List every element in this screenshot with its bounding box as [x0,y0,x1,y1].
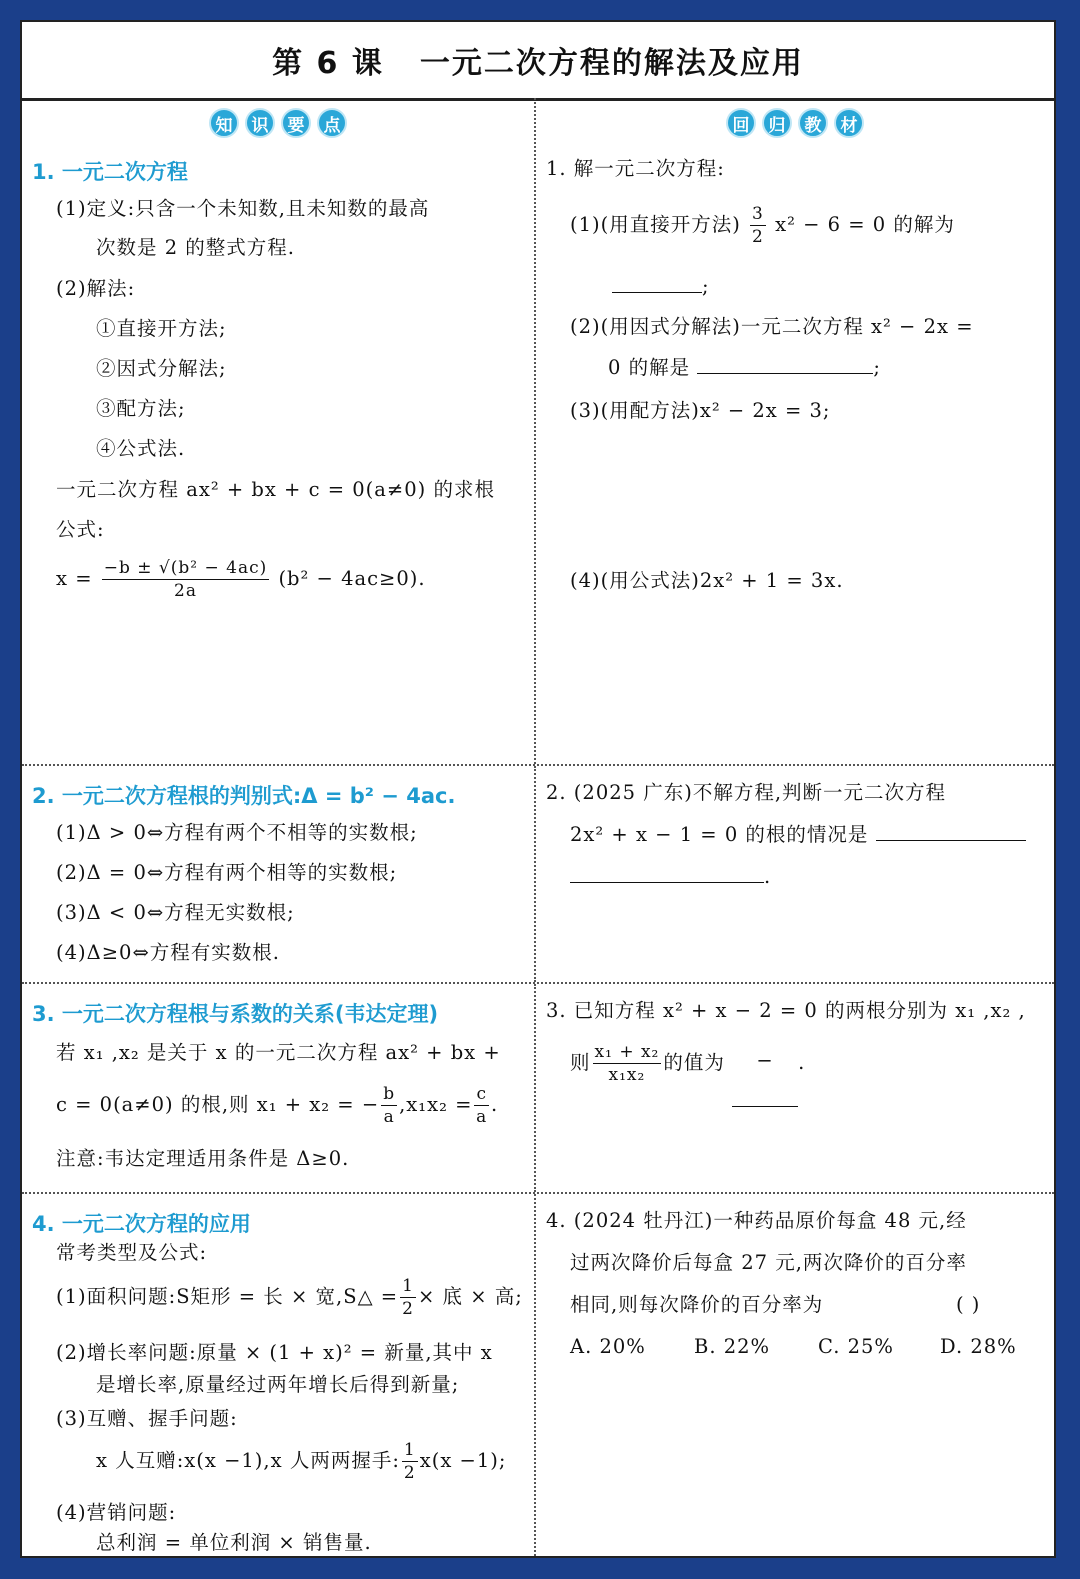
question-1-part-2-line-1: (2)(用因式分解法)一元二次方程 x² − 2x = [570,315,974,338]
formula-lhs: x = [56,567,93,590]
growth-problem-line-2: 是增长率,原量经过两年增长后得到新量; [96,1373,460,1396]
semicolon: ; [702,275,710,298]
q1-1-label: (1)(用直接开方法) [570,213,741,236]
q1-1-fraction [750,203,766,248]
question-1-part-1 [570,202,955,248]
option-c[interactable]: C. 25% [818,1335,894,1358]
area-problem [56,1274,523,1320]
section-1-row [22,98,1054,766]
answer-blank-q1-1[interactable] [612,272,710,300]
badge-gui: 归 [762,108,792,138]
vieta-line-1: 若 x₁ ,x₂ 是关于 x 的一元二次方程 ax² + bx + [56,1041,501,1064]
frac-den: x₁x₂ [608,1065,646,1085]
application-intro: 常考类型及公式: [56,1241,208,1264]
answer-blank-q3[interactable] [732,1049,798,1107]
q3-then: 则 [570,1051,591,1074]
vieta-sum-fraction [381,1083,397,1128]
section-2-heading: 2. 一元二次方程根的判别式:Δ = b² − 4ac. [32,784,456,808]
review-cell-3 [536,984,1054,1192]
lesson-number: 第 6 课 [272,46,384,81]
knowledge-badges [22,108,534,138]
frac-den: a [383,1107,395,1127]
badge-cai: 材 [834,108,864,138]
question-4-line-3: 相同,则每次降价的百分率为 [570,1293,824,1316]
answer-bracket-q4[interactable]: ( ) [956,1293,981,1316]
gift-problem-formula [96,1438,506,1484]
question-1-heading: 1. 解一元二次方程: [546,157,725,180]
semicolon: ; [873,356,881,379]
review-cell-1 [536,98,1054,764]
option-d[interactable]: D. 28% [940,1335,1017,1358]
period: . [764,865,772,888]
period: . [490,1093,499,1116]
question-1-part-4: (4)(用公式法)2x² + 1 = 3x. [570,569,844,592]
answer-blank-q1-2[interactable] [697,353,873,374]
frac-num: 1 [402,1276,414,1296]
option-b[interactable]: B. 22% [694,1335,771,1358]
method-item: ①直接开方法; [96,317,227,340]
option-a[interactable]: A. 20% [570,1335,646,1358]
gift-text: x 人互赠:x(x −1),x 人两两握手: [96,1449,400,1472]
badge-yao: 要 [281,108,311,138]
question-3-line-1: 3. 已知方程 x² + x − 2 = 0 的两根分别为 x₁ ,x₂ , [546,999,1026,1022]
question-3-line-2 [570,1040,805,1087]
growth-problem-line-1: (2)增长率问题:原量 × (1 + x)² = 新量,其中 x [56,1341,493,1364]
q2-text: 2x² + x − 1 = 0 的根的情况是 [570,823,869,846]
discriminant-case: (2)Δ = 0⇔方程有两个相等的实数根; [56,861,398,884]
section-3-row [22,984,1054,1194]
formula-intro-2: 公式: [56,518,105,541]
gift-fraction [402,1439,418,1484]
question-4-line-2: 过两次降价后每盒 27 元,两次降价的百分率 [570,1251,967,1274]
section-2-row [22,766,1054,984]
badge-jiao: 教 [798,108,828,138]
formula-intro-1: 一元二次方程 ax² + bx + c = 0(a≠0) 的求根 [56,478,495,501]
method-item: ③配方法; [96,397,186,420]
answer-blank-q2-a[interactable] [876,820,1026,841]
vieta-note: 注意:韦达定理适用条件是 Δ≥0. [56,1147,350,1170]
frac-num: c [476,1084,487,1104]
page-title [22,22,1054,101]
question-2-line-2 [570,820,1026,848]
quadratic-formula [56,556,426,602]
section-1-heading: 1. 一元二次方程 [32,160,188,184]
section-4-row [22,1194,1054,1556]
formula-denominator: 2a [174,581,197,601]
method-item: ④公式法. [96,437,186,460]
q3-answer: − [756,1049,774,1072]
worksheet [20,20,1056,1558]
question-4-line-1: 4. (2024 牡丹江)一种药品原价每盒 48 元,经 [546,1209,967,1232]
badge-dian: 点 [317,108,347,138]
formula-fraction [102,557,270,602]
q1-2-text: 0 的解是 [608,356,691,379]
knowledge-cell-2 [22,766,536,982]
vieta-product: ,x₁x₂ = [399,1093,473,1116]
question-1-part-3: (3)(用配方法)x² − 2x = 3; [570,399,831,422]
question-1-part-2-line-2 [608,353,881,381]
sales-problem-formula: 总利润 = 单位利润 × 销售量. [96,1531,372,1554]
discriminant-case: (3)Δ < 0⇔方程无实数根; [56,901,295,924]
formula-numerator: −b ± √(b² − 4ac) [103,558,268,578]
discriminant-case: (4)Δ≥0⇔方程有实数根. [56,941,280,964]
area-text-end: × 底 × 高; [417,1285,523,1308]
review-cell-4 [536,1194,1054,1556]
vieta-product-fraction [474,1083,489,1128]
formula-condition: (b² − 4ac≥0). [278,567,426,590]
frac-num: b [383,1084,396,1104]
gift-problem-label: (3)互赠、握手问题: [56,1407,238,1430]
frac-den: 2 [403,1463,416,1483]
q1-1-denominator: 2 [752,227,764,247]
gift-text-end: x(x −1); [419,1449,507,1472]
review-badges [536,108,1054,138]
area-fraction [400,1275,416,1320]
answer-blank-q2-b[interactable] [570,862,771,890]
frac-num: x₁ + x₂ [594,1042,660,1062]
lesson-topic: 一元二次方程的解法及应用 [419,46,804,81]
q3-fraction [593,1041,662,1086]
question-2-line-1: 2. (2025 广东)不解方程,判断一元二次方程 [546,781,947,804]
definition-line-2: 次数是 2 的整式方程. [96,236,296,259]
period: . [798,1051,806,1074]
frac-den: 2 [402,1299,414,1319]
q3-value-text: 的值为 [663,1051,725,1074]
sales-problem-label: (4)营销问题: [56,1501,177,1524]
section-3-heading: 3. 一元二次方程根与系数的关系(韦达定理) [32,1002,439,1026]
knowledge-cell-4 [22,1194,536,1556]
area-text: (1)面积问题:S矩形 = 长 × 宽,S△ = [56,1285,399,1308]
methods-label: (2)解法: [56,277,136,300]
frac-num: 1 [403,1440,416,1460]
section-4-heading: 4. 一元二次方程的应用 [32,1212,251,1236]
q1-1-numerator: 3 [752,204,764,224]
discriminant-case: (1)Δ > 0⇔方程有两个不相等的实数根; [56,821,418,844]
frac-den: a [476,1107,488,1127]
q1-1-equation: x² − 6 = 0 的解为 [775,213,955,236]
method-item: ②因式分解法; [96,357,227,380]
vieta-sum: c = 0(a≠0) 的根,则 x₁ + x₂ = − [56,1093,380,1116]
knowledge-cell-3 [22,984,536,1192]
vieta-line-2 [56,1082,498,1128]
badge-shi: 识 [245,108,275,138]
badge-zhi: 知 [209,108,239,138]
review-cell-2 [536,766,1054,982]
knowledge-cell-1 [22,98,536,764]
badge-hui: 回 [726,108,756,138]
definition-line-1: (1)定义:只含一个未知数,且未知数的最高 [56,197,430,220]
